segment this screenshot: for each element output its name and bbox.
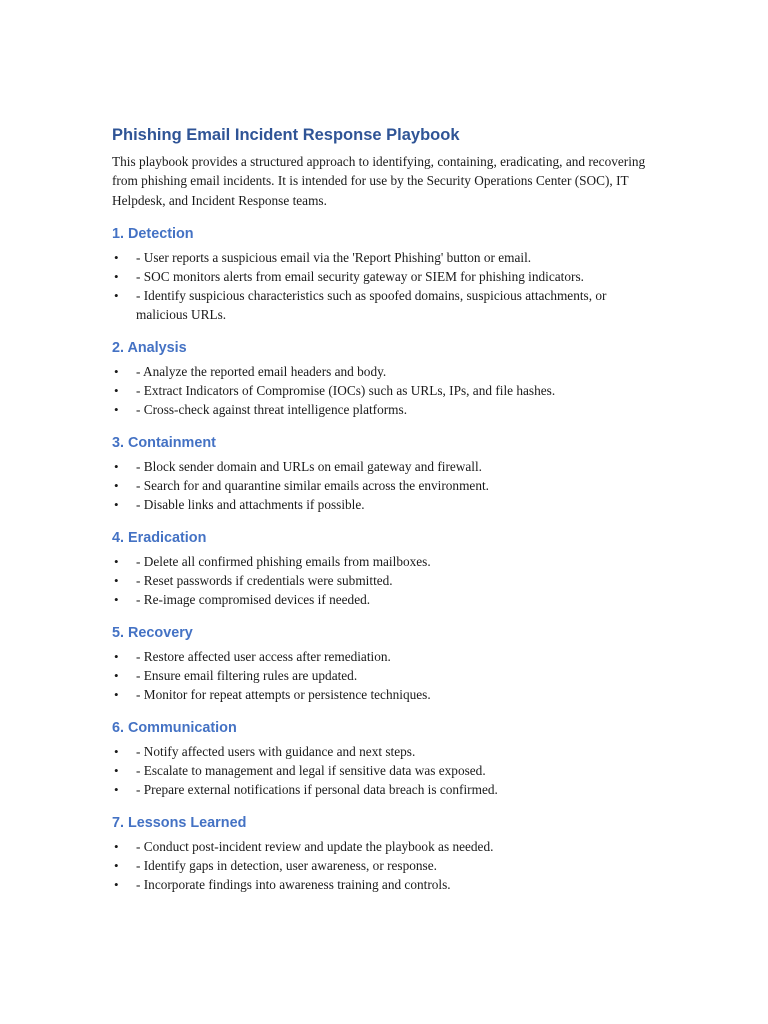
document-title: Phishing Email Incident Response Playbook	[112, 126, 460, 144]
list-item-text: - Conduct post-incident review and update the playbook as needed.	[136, 838, 494, 854]
list-item	[112, 267, 660, 286]
section	[112, 528, 660, 609]
list-item-text: - Notify affected users with guidance and next steps.	[136, 743, 416, 759]
list-item	[112, 476, 660, 495]
bullet-list	[112, 248, 660, 324]
list-item	[112, 666, 660, 685]
bullet-icon: •	[114, 762, 119, 778]
list-item-text: - Restore affected user access after remediation.	[136, 648, 391, 664]
list-item-text: - Cross-check against threat intelligence platforms.	[136, 401, 408, 417]
list-item-text: - Prepare external notifications if personal data breach is confirmed.	[136, 781, 498, 797]
list-item	[112, 685, 660, 704]
bullet-icon: •	[114, 401, 119, 417]
bullet-icon: •	[114, 667, 119, 683]
section	[112, 433, 660, 514]
section-heading: 2. Analysis	[112, 339, 187, 356]
bullet-list	[112, 457, 660, 514]
list-item	[112, 552, 660, 571]
list-item-text: - Search for and quarantine similar emails across the environment.	[136, 477, 489, 493]
bullet-icon: •	[114, 743, 119, 759]
bullet-icon: •	[114, 287, 119, 303]
list-item-text: - Escalate to management and legal if sensitive data was exposed.	[136, 762, 486, 778]
bullet-list	[112, 362, 660, 419]
bullet-icon: •	[114, 496, 119, 512]
bullet-icon: •	[114, 591, 119, 607]
list-item	[112, 856, 660, 875]
section	[112, 338, 660, 419]
bullet-list	[112, 552, 660, 609]
bullet-icon: •	[114, 572, 119, 588]
list-item-text: - Disable links and attachments if possible.	[136, 496, 365, 512]
list-item-text: - Ensure email filtering rules are updated.	[136, 667, 358, 683]
list-item-text: - Extract Indicators of Compromise (IOCs) such as URLs, IPs, and file hashes.	[136, 382, 556, 398]
list-item	[112, 647, 660, 666]
document-page	[112, 124, 660, 908]
section-heading: 6. Communication	[112, 719, 237, 736]
list-item-text: - Block sender domain and URLs on email gateway and firewall.	[136, 458, 482, 474]
list-item-text: - Analyze the reported email headers and body.	[136, 363, 387, 379]
bullet-icon: •	[114, 458, 119, 474]
bullet-list	[112, 647, 660, 704]
list-item-text: - User reports a suspicious email via the 'Report Phishing' button or email.	[136, 249, 532, 265]
bullet-list	[112, 837, 660, 894]
list-item-text: - Reset passwords if credentials were submitted.	[136, 572, 393, 588]
list-item	[112, 457, 660, 476]
list-item	[112, 571, 660, 590]
list-item	[112, 248, 660, 267]
list-item-text: - Monitor for repeat attempts or persistence techniques.	[136, 686, 431, 702]
list-item	[112, 381, 660, 400]
list-item-text: - Identify suspicious characteristics such as spoofed domains, suspicious attachments, or malicious URLs.	[136, 287, 607, 322]
section-heading: 1. Detection	[112, 225, 194, 242]
list-item	[112, 875, 660, 894]
bullet-icon: •	[114, 838, 119, 854]
bullet-icon: •	[114, 686, 119, 702]
section	[112, 623, 660, 704]
section-heading: 3. Containment	[112, 434, 216, 451]
section-heading: 4. Eradication	[112, 529, 207, 546]
bullet-icon: •	[114, 648, 119, 664]
section	[112, 813, 660, 894]
section-heading: 5. Recovery	[112, 624, 193, 641]
list-item	[112, 742, 660, 761]
list-item-text: - Incorporate findings into awareness training and controls.	[136, 876, 451, 892]
section	[112, 224, 660, 324]
list-item	[112, 761, 660, 780]
bullet-icon: •	[114, 781, 119, 797]
bullet-icon: •	[114, 553, 119, 569]
list-item	[112, 495, 660, 514]
section-heading: 7. Lessons Learned	[112, 814, 247, 831]
section	[112, 718, 660, 799]
list-item	[112, 286, 660, 324]
list-item	[112, 590, 660, 609]
bullet-icon: •	[114, 249, 119, 265]
sections-container	[112, 224, 660, 894]
list-item	[112, 780, 660, 799]
bullet-icon: •	[114, 268, 119, 284]
intro-paragraph: This playbook provides a structured approach to identifying, containing, eradicating, and recovering from phishing email incidents. It is intended for use by the Security Operations Center (SOC), IT Helpdesk, and Incident Response teams.	[112, 154, 646, 208]
bullet-icon: •	[114, 382, 119, 398]
bullet-icon: •	[114, 477, 119, 493]
list-item	[112, 362, 660, 381]
bullet-list	[112, 742, 660, 799]
bullet-icon: •	[114, 876, 119, 892]
list-item-text: - Delete all confirmed phishing emails from mailboxes.	[136, 553, 431, 569]
list-item	[112, 837, 660, 856]
list-item-text: - Identify gaps in detection, user awareness, or response.	[136, 857, 437, 873]
bullet-icon: •	[114, 363, 119, 379]
bullet-icon: •	[114, 857, 119, 873]
list-item	[112, 400, 660, 419]
list-item-text: - SOC monitors alerts from email security gateway or SIEM for phishing indicators.	[136, 268, 584, 284]
list-item-text: - Re-image compromised devices if needed.	[136, 591, 371, 607]
